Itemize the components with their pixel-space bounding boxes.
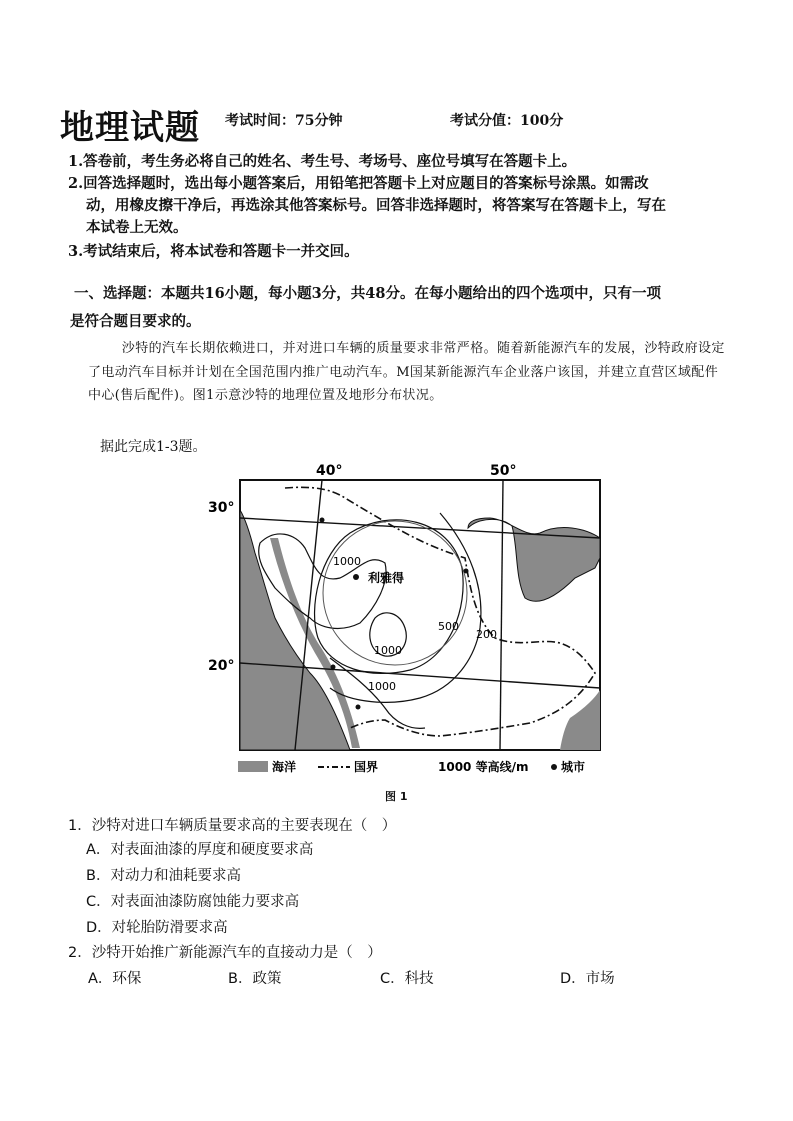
contour-label-1000-c: 1000 xyxy=(368,680,396,693)
legend-city: 城市 xyxy=(561,760,586,774)
lat-label-20: 20° xyxy=(208,658,235,674)
exam-score: 考试分值：100分 xyxy=(450,113,564,129)
lon-label-40: 40° xyxy=(316,463,343,479)
question-2-option-c: C．科技 xyxy=(380,971,434,987)
city-riyadh-dot xyxy=(353,574,359,580)
question-2-option-b: B．政策 xyxy=(228,971,282,987)
legend-contour: 1000 等高线/m xyxy=(438,760,529,774)
question-2-stem: 2．沙特开始推广新能源汽车的直接动力是（ ） xyxy=(68,945,382,961)
question-2-option-a: A．环保 xyxy=(88,971,142,987)
exam-time: 考试时间：75分钟 xyxy=(225,113,343,129)
instruction-2: 2.回答选择题时，选出每小题答案后，用铅笔把答题卡上对应题目的答案标号涂黑。如需改 xyxy=(68,175,649,192)
instruction-2-cont: 动，用橡皮擦干净后，再选涂其他答案标号。回答非选择题时，将答案写在答题卡上，写在 xyxy=(86,197,666,214)
passage: 沙特的汽车长期依赖进口，并对进口车辆的质量要求非常严格。随着新能源汽车的发展，沙特政府设定了电动汽车目标并计划在全国范围内推广电动汽车。M国某新能源汽车企业落户该国，并建立直营区域配件中心(售后配件)。图1示意沙特的地理位置及地形分布状况。 xyxy=(88,341,725,403)
legend-border: 国界 xyxy=(354,760,379,774)
question-1-option-d: D．对轮胎防滑要求高 xyxy=(86,920,228,936)
lead-text: 据此完成1-3题。 xyxy=(100,439,207,455)
contour-label-500: 500 xyxy=(438,620,459,633)
instruction-1: 1.答卷前，考生务必将自己的姓名、考生号、考场号、座位号填写在答题卡上。 xyxy=(68,153,577,170)
lat-label-30: 30° xyxy=(208,500,235,516)
page-title: 地理试题 xyxy=(60,108,200,148)
question-1-option-c: C．对表面油漆防腐蚀能力要求高 xyxy=(86,894,300,910)
question-1-stem: 1．沙特对进口车辆质量要求高的主要表现在（ ） xyxy=(68,818,397,834)
section-heading: 一、选择题：本题共16小题，每小题3分，共48分。在每小题给出的四个选项中，只有一项 xyxy=(74,285,661,302)
figure-caption: 图 1 xyxy=(385,790,408,803)
map-legend xyxy=(238,759,585,774)
city-dot xyxy=(464,569,469,574)
contour-label-1000-b: 1000 xyxy=(374,644,402,657)
instruction-3: 3.考试结束后，将本试卷和答题卡一并交回。 xyxy=(68,243,359,260)
question-1-option-b: B．对动力和油耗要求高 xyxy=(86,868,241,884)
arabian-sea xyxy=(560,690,600,750)
lon-label-50: 50° xyxy=(490,463,517,479)
city-dot xyxy=(320,518,325,523)
city-dot xyxy=(331,665,336,670)
national-border xyxy=(285,487,595,736)
city-dot xyxy=(356,705,361,710)
question-2-option-d: D．市场 xyxy=(560,971,615,987)
contour-label-200: 200 xyxy=(476,628,497,641)
instruction-2-end: 本试卷上无效。 xyxy=(86,219,188,236)
persian-gulf xyxy=(468,518,600,601)
contour-1000-south xyxy=(330,658,425,728)
city-label-riyadh: 利雅得 xyxy=(368,571,405,585)
saudi-map xyxy=(200,458,620,778)
contour-label-1000-a: 1000 xyxy=(333,555,361,568)
legend-sea: 海洋 xyxy=(272,760,297,774)
section-heading-cont: 是符合题目要求的。 xyxy=(70,313,201,330)
question-1-option-a: A．对表面油漆的厚度和硬度要求高 xyxy=(86,842,314,858)
